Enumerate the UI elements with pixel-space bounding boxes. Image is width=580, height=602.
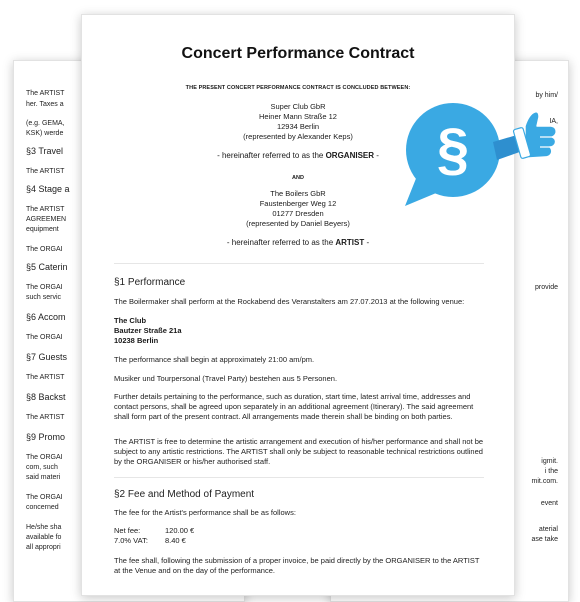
back-left-line: The ORGAI — [26, 454, 63, 461]
back-left-line: The ARTIST — [26, 168, 65, 175]
artist-ref-suffix: - — [364, 238, 370, 247]
back-right-line: igmit. — [541, 458, 558, 465]
organiser-role: ORGANISER — [325, 151, 375, 160]
organiser-ref-prefix: - hereinafter referred to as the — [217, 151, 326, 160]
back-left-line: (e.g. GEMA, — [26, 120, 65, 127]
back-left-line: The ARTIST — [26, 206, 65, 213]
back-left-line: said materi — [26, 474, 61, 481]
back-right-line: event — [540, 500, 558, 507]
back-left-line: The ARTIST — [26, 414, 65, 421]
back-left-line: He/she sha — [26, 524, 62, 531]
back-left-line: her. Taxes a — [26, 101, 64, 108]
net-fee-value: 120.00 € — [165, 526, 195, 535]
artist-name: The Boilers GbR — [270, 189, 326, 198]
back-left-line: KSK) werde — [26, 130, 64, 137]
back-left-line: §8 Backst — [26, 392, 66, 402]
organiser-name: Super Club GbR — [270, 102, 326, 111]
contract-subtitle: THE PRESENT CONCERT PERFORMANCE CONTRACT IS CONCLUDED BETWEEN: — [185, 85, 411, 91]
back-left-line: The ORGAI — [26, 334, 63, 341]
back-left-line: The ARTIST — [26, 90, 65, 97]
artist-rep: (represented by Daniel Beyers) — [246, 219, 350, 228]
contract-title: Concert Performance Contract — [181, 45, 415, 62]
section-1-intro: The Boilermaker shall perform at the Rockabend des Veranstalters am 27.07.2013 at the following venue: — [114, 297, 465, 306]
back-left-line: §9 Promo — [26, 432, 66, 442]
back-left-line: §6 Accom — [26, 312, 66, 322]
back-left-line: §5 Caterin — [26, 262, 68, 272]
back-right-line: provide — [535, 284, 558, 291]
back-left-line: §3 Travel — [26, 146, 64, 156]
back-left-line: §4 Stage a — [26, 184, 70, 194]
back-left-line: concerned — [26, 504, 59, 511]
back-left-line: available fo — [26, 534, 62, 541]
and-separator: AND — [292, 175, 304, 181]
section-2-heading: §2 Fee and Method of Payment — [114, 489, 255, 500]
artist-street: Faustenberger Weg 12 — [259, 199, 337, 208]
section-2-intro: The fee for the Artist's performance shall be as follows: — [114, 508, 296, 517]
back-left-line: The ARTIST — [26, 374, 65, 381]
organiser-street: Heiner Mann Straße 12 — [259, 112, 337, 121]
divider — [114, 263, 484, 264]
back-left-line: equipment — [26, 226, 59, 233]
back-left-line: The ORGAI — [26, 494, 63, 501]
back-left-line: all appropri — [26, 544, 61, 551]
divider — [114, 477, 484, 478]
payment-terms: The fee shall, following the submission of a proper invoice, be paid directly by the ORGANISER to the ARTIST at the Venue and on the day of the performance. — [114, 556, 480, 575]
back-right-line: ase take — [531, 536, 558, 543]
back-left-line: such servic — [26, 294, 62, 301]
back-right-line: IA, — [549, 118, 558, 125]
back-left-line: The ORGAI — [26, 246, 63, 253]
back-left-line: The ORGAI — [26, 284, 63, 291]
paragraph-symbol: § — [436, 117, 470, 182]
back-right-line: mit.com. — [531, 478, 558, 485]
back-right-line: aterial — [538, 526, 558, 533]
thumbs-up-icon — [493, 112, 556, 160]
artist-city: 01277 Dresden — [272, 209, 324, 218]
venue-city: 10238 Berlin — [114, 336, 159, 345]
organiser-city: 12934 Berlin — [276, 122, 320, 131]
organiser-ref-suffix: - — [374, 151, 379, 160]
net-fee-label: Net fee: — [114, 526, 141, 535]
back-left-line: AGREEMEN — [26, 216, 67, 223]
travel-party: Musiker und Tourpersonal (Travel Party) bestehen aus 5 Personen. — [114, 374, 338, 383]
section-1-details: Further details pertaining to the performance, such as duration, start time, latest arrival time, addresses and contact persons, shall be agreed upon separately in an additional agreement (Itinerary). The said agreement shall form part of the present contract. All arrangements made therein shall be binding on both parties. — [114, 392, 474, 421]
back-left-line: com, such — [26, 464, 58, 471]
section-1-heading: §1 Performance — [114, 277, 186, 288]
paragraph-badge — [405, 90, 565, 215]
back-right-line: i the — [544, 468, 558, 475]
back-left-line: §7 Guests — [26, 352, 68, 362]
vat-label: 7.0% VAT: — [114, 536, 148, 545]
performance-time: The performance shall begin at approximately 21:00 am/pm. — [114, 355, 315, 364]
artist-reference — [82, 238, 514, 247]
venue-street: Bautzer Straße 21a — [114, 326, 182, 335]
organiser-rep: (represented by Alexander Keps) — [243, 132, 353, 141]
venue-name: The Club — [114, 316, 147, 325]
venue-address — [114, 316, 182, 346]
section-1-artistic-freedom: The ARTIST is free to determine the artistic arrangement and execution of his/her performance and shall not be subject to any artistic restrictions. The ARTIST shall only be subject to reasonable technical restrictions outlined by the ORGANISER or his/her authorised staff. — [114, 437, 484, 466]
vat-value: 8.40 € — [165, 536, 186, 545]
artist-ref-prefix: - hereinafter referred to as the — [226, 238, 336, 247]
back-right-line: by him/ — [535, 92, 558, 99]
artist-role: ARTIST — [335, 238, 365, 247]
